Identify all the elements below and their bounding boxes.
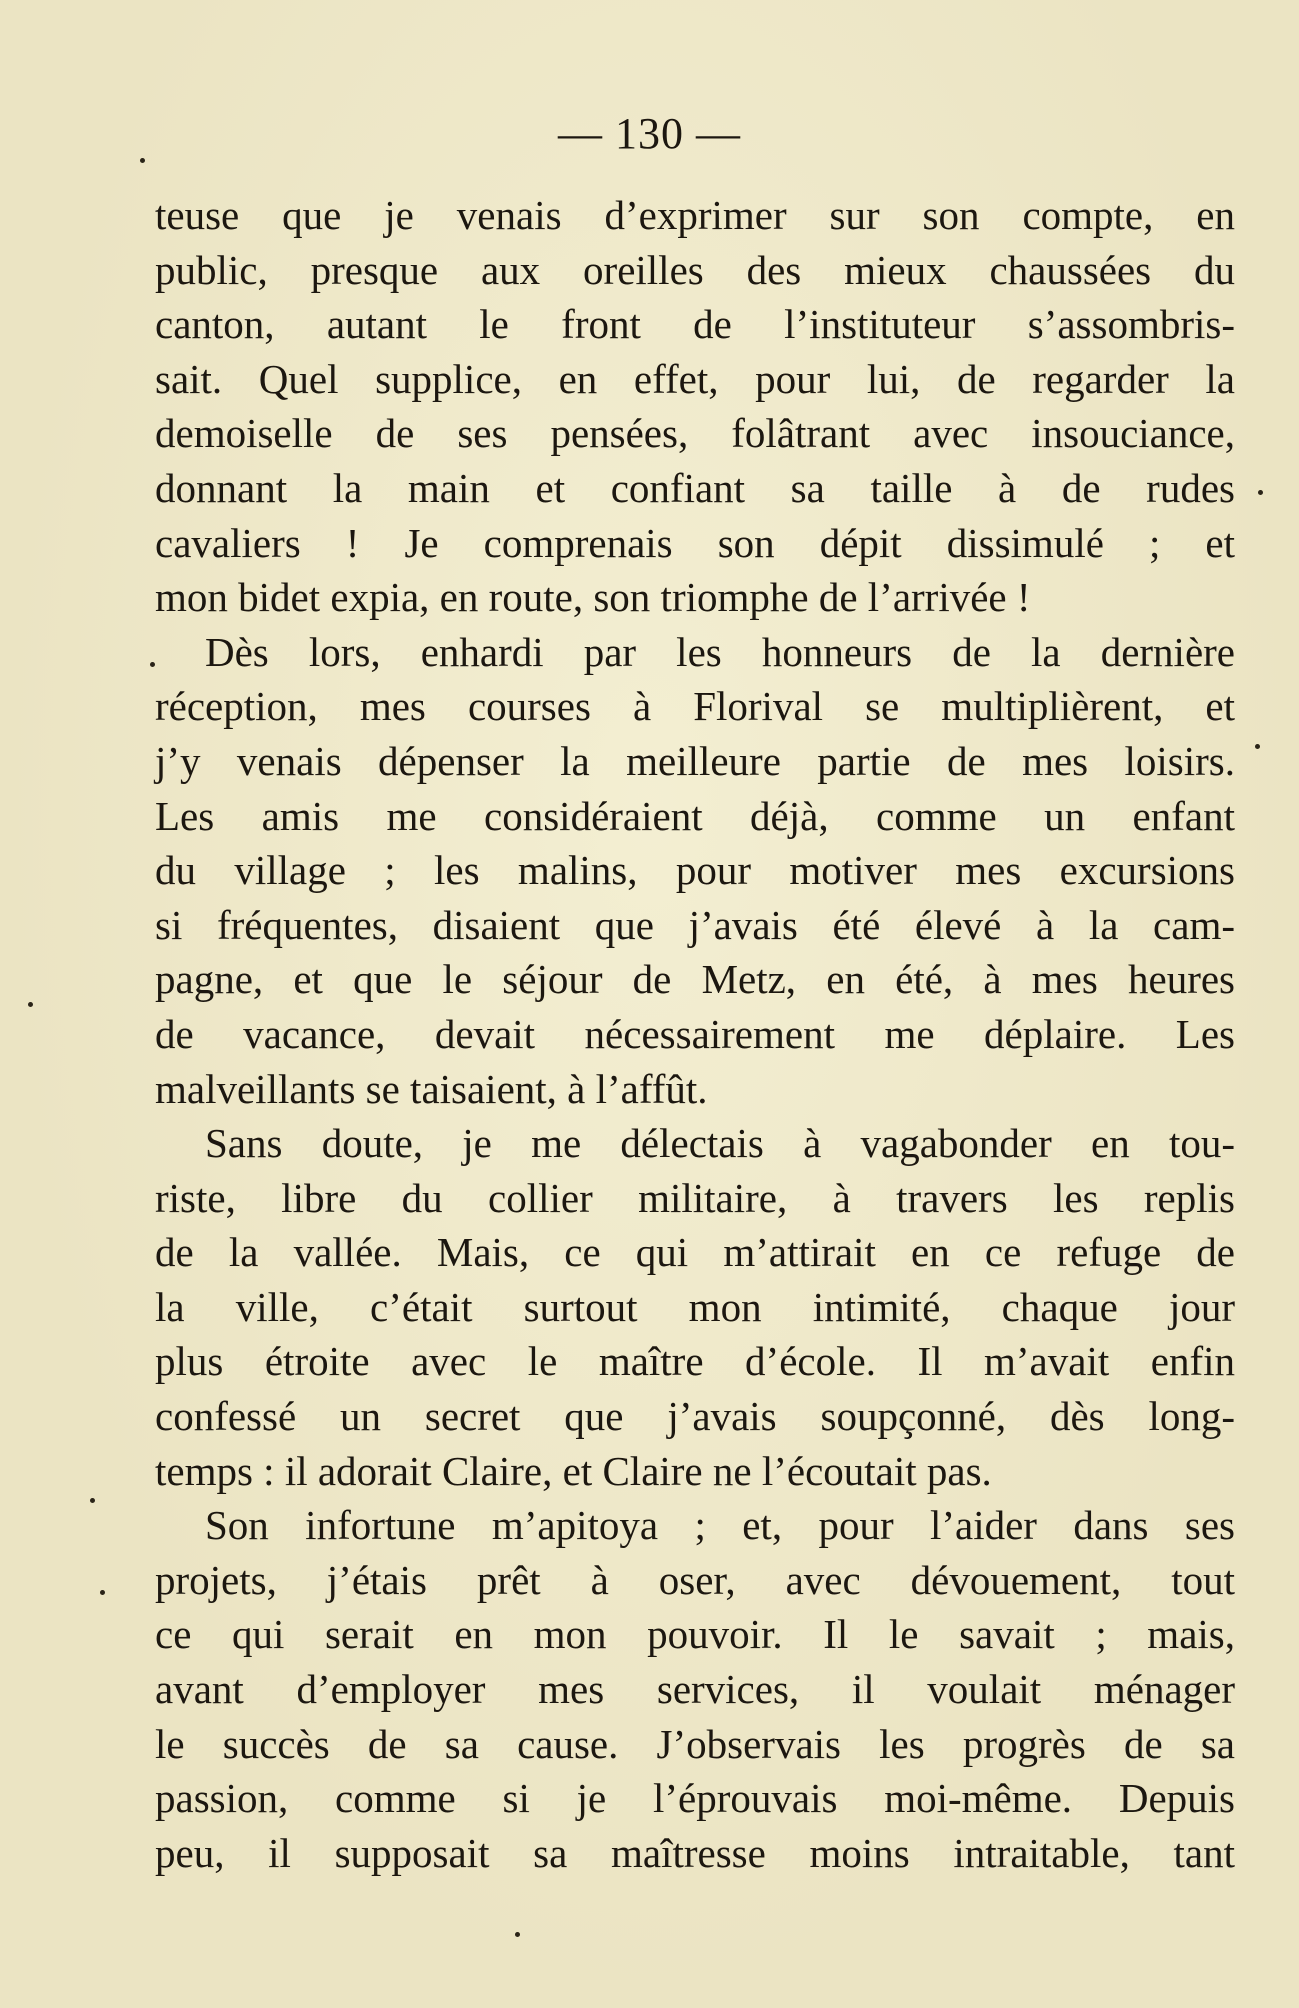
text-line: de la vallée. Mais, ce qui m’attirait en ce refuge de — [155, 1229, 1235, 1276]
scan-speck — [100, 1590, 105, 1595]
text-line: sait. Quel supplice, en effet, pour lui, de regarder la — [155, 355, 1235, 402]
text-line: passion, comme si je l’éprouvais moi-même. Depuis — [155, 1775, 1235, 1822]
text-line: j’y venais dépenser la meilleure partie de mes loisirs. — [155, 737, 1235, 784]
text-line: Son infortune m’apitoya ; et, pour l’aider dans ses — [205, 1502, 1235, 1549]
text-line: mon bidet expia, en route, son triomphe de l’arrivée ! — [155, 574, 1031, 621]
scan-speck — [1255, 744, 1260, 749]
page-number: — 130 — — [558, 109, 741, 158]
text-line: réception, mes courses à Florival se multiplièrent, et — [155, 683, 1235, 730]
text-line: Dès lors, enhardi par les honneurs de la dernière — [205, 628, 1235, 675]
scan-speck — [28, 1002, 33, 1007]
scan-speck — [515, 1932, 520, 1937]
text-line: demoiselle de ses pensées, folâtrant avec insouciance, — [155, 410, 1235, 457]
text-line: Les amis me considéraient déjà, comme un enfant — [155, 792, 1235, 839]
text-line: si fréquentes, disaient que j’avais été élevé à la cam- — [155, 901, 1235, 948]
text-line: public, presque aux oreilles des mieux chaussées du — [155, 246, 1235, 293]
text-line: le succès de sa cause. J’observais les progrès de sa — [155, 1720, 1235, 1767]
text-line: pagne, et que le séjour de Metz, en été, à mes heures — [155, 956, 1235, 1003]
text-line: du village ; les malins, pour motiver mes excursions — [155, 847, 1235, 894]
text-line: donnant la main et confiant sa taille à de rudes — [155, 464, 1235, 511]
text-line: confessé un secret que j’avais soupçonné, dès long- — [155, 1393, 1235, 1440]
text-line: la ville, c’était surtout mon intimité, chaque jour — [155, 1283, 1235, 1330]
text-line: teuse que je venais d’exprimer sur son compte, en — [155, 192, 1235, 238]
text-line: cavaliers ! Je comprenais son dépit dissimulé ; et — [155, 519, 1235, 566]
text-line: riste, libre du collier militaire, à travers les replis — [155, 1174, 1235, 1221]
text-line: plus étroite avec le maître d’école. Il m’avait enfin — [155, 1338, 1235, 1385]
scan-speck — [140, 158, 145, 163]
body-text — [155, 188, 1235, 1880]
scan-speck — [90, 1498, 95, 1503]
scan-speck — [1258, 490, 1263, 495]
text-line: avant d’employer mes services, il voulait ménager — [155, 1666, 1235, 1713]
text-line: ce qui serait en mon pouvoir. Il le savait ; mais, — [155, 1611, 1235, 1658]
text-line: temps : il adorait Claire, et Claire ne l’écoutait pas. — [155, 1447, 992, 1494]
text-line: canton, autant le front de l’instituteur s’assombris- — [155, 301, 1235, 348]
text-line: projets, j’étais prêt à oser, avec dévouement, tout — [155, 1556, 1235, 1603]
text-line: de vacance, devait nécessairement me déplaire. Les — [155, 1010, 1235, 1057]
text-line: Sans doute, je me délectais à vagabonder en tou- — [205, 1120, 1235, 1167]
scan-speck — [150, 662, 155, 667]
text-line: malveillants se taisaient, à l’affût. — [155, 1065, 708, 1112]
text-line: peu, il supposait sa maîtresse moins intraitable, tant — [155, 1829, 1235, 1876]
